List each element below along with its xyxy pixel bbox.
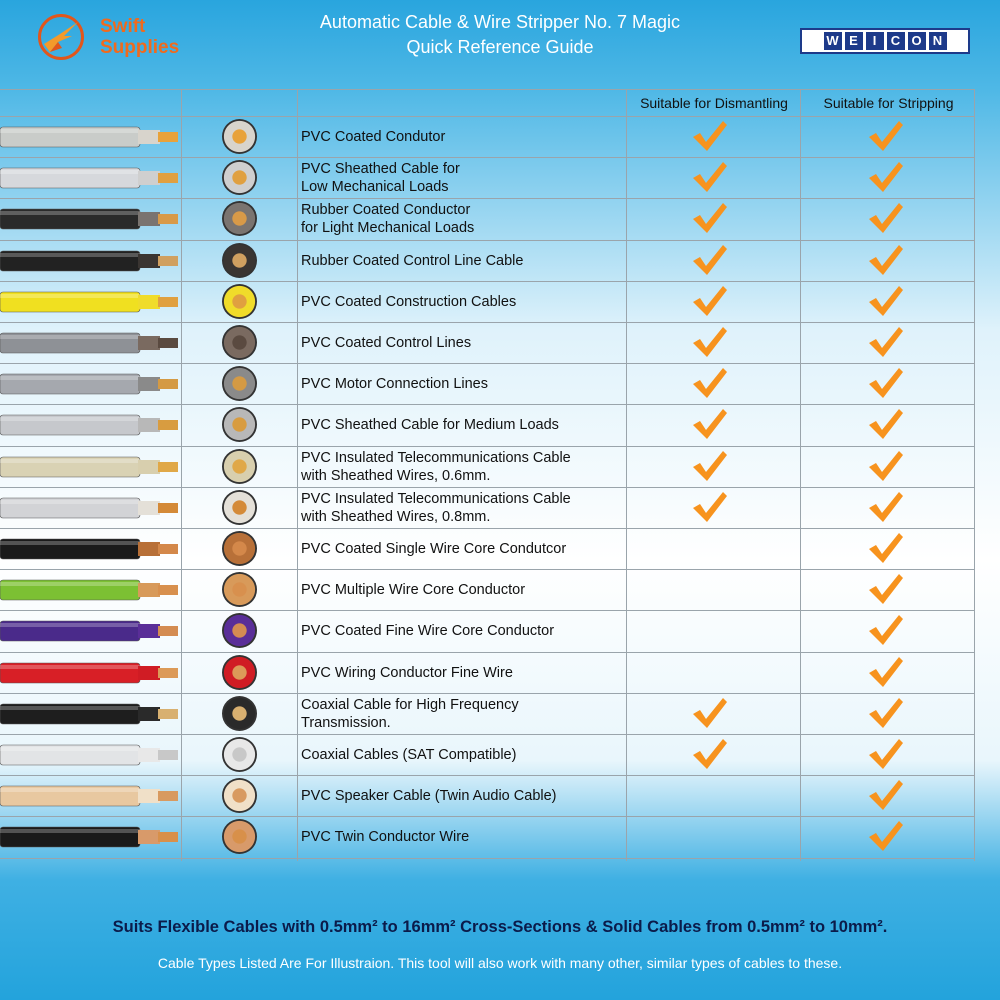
table-divider: [0, 240, 975, 241]
table-divider: [0, 610, 975, 611]
cable-cross-section-icon: [222, 407, 257, 442]
cable-image: [0, 734, 182, 775]
cable-cross-section-icon: [222, 778, 257, 813]
footer-disclaimer: Cable Types Listed Are For Illustraion. This tool will also work with many other, similar types of cables to these.: [157, 955, 843, 971]
cable-cross-section-icon: [222, 655, 257, 690]
table-divider: [0, 775, 975, 776]
swift-supplies-logo: [30, 8, 200, 68]
cable-name-line1: PVC Motor Connection Lines: [301, 375, 488, 392]
cable-name-line1: PVC Sheathed Cable for Medium Loads: [301, 416, 559, 433]
cable-image: [0, 404, 182, 445]
table-row: [0, 528, 975, 569]
table-divider: [0, 528, 975, 529]
weicon-letter: W: [824, 32, 842, 50]
cable-name-line1: PVC Speaker Cable (Twin Audio Cable): [301, 787, 557, 804]
swift-bird-icon: [38, 14, 84, 60]
table-divider: [0, 157, 975, 158]
brand-line1: Swift: [100, 16, 146, 37]
table-row: [0, 116, 975, 157]
table-row: [0, 693, 975, 734]
page-subtitle: Quick Reference Guide: [406, 37, 594, 57]
stripping-check-icon: [866, 283, 904, 319]
table-divider: [0, 281, 975, 282]
stripping-check-icon: [866, 324, 904, 360]
cable-image: [0, 528, 182, 569]
table-row: [0, 610, 975, 651]
table-row: [0, 816, 975, 857]
cable-name-line1: Coaxial Cable for High Frequency: [301, 696, 519, 713]
cable-name: [301, 528, 621, 569]
cable-name: [301, 816, 621, 857]
dismantling-check-icon: [690, 283, 728, 319]
cable-name: [301, 610, 621, 651]
cable-cross-section-icon: [222, 284, 257, 319]
header: [0, 0, 1000, 90]
table-row: [0, 446, 975, 487]
brand-name: [100, 16, 179, 58]
cable-image: [0, 652, 182, 693]
column-header-stripping: Suitable for Stripping: [823, 95, 954, 111]
cable-cross-section-icon: [222, 613, 257, 648]
table-divider: [0, 89, 975, 90]
table-divider: [0, 404, 975, 405]
cable-name-line1: PVC Insulated Telecommunications Cable: [301, 490, 571, 507]
table-divider: [0, 693, 975, 694]
cable-name: [301, 487, 621, 528]
dismantling-check-icon: [690, 118, 728, 154]
reference-table: [0, 89, 975, 861]
cable-cross-section-icon: [222, 243, 257, 278]
cable-name: [301, 157, 621, 198]
dismantling-check-icon: [690, 365, 728, 401]
cable-cross-section-icon: [222, 737, 257, 772]
cable-name-line1: PVC Coated Condutor: [301, 128, 446, 145]
dismantling-check-icon: [690, 489, 728, 525]
cable-name-line1: PVC Coated Single Wire Core Condutcor: [301, 540, 567, 557]
table-row: [0, 322, 975, 363]
table-divider: [0, 734, 975, 735]
table-column-divider: [974, 89, 975, 861]
weicon-letter: C: [887, 32, 905, 50]
cable-name-line1: Rubber Coated Conductor: [301, 201, 471, 218]
table-row: [0, 281, 975, 322]
table-row: [0, 404, 975, 445]
stripping-check-icon: [866, 530, 904, 566]
weicon-letter: E: [845, 32, 863, 50]
dismantling-check-icon: [690, 406, 728, 442]
table-row: [0, 157, 975, 198]
cable-name: [301, 116, 621, 157]
stripping-check-icon: [866, 612, 904, 648]
cable-name-line1: PVC Coated Construction Cables: [301, 293, 517, 310]
cable-name-line1: Rubber Coated Control Line Cable: [301, 252, 524, 269]
cable-name: [301, 775, 621, 816]
stripping-check-icon: [866, 448, 904, 484]
cable-cross-section-icon: [222, 490, 257, 525]
cable-image: [0, 693, 182, 734]
table-row: [0, 198, 975, 239]
table-column-divider: [800, 89, 801, 861]
cable-name-line2: with Sheathed Wires, 0.6mm.: [301, 467, 491, 484]
cable-cross-section-icon: [222, 325, 257, 360]
stripping-check-icon: [866, 242, 904, 278]
footer-spec-text: Suits Flexible Cables with 0.5mm² to 16mm² Cross-Sections & Solid Cables from 0.5mm² to 10mm².: [112, 918, 888, 936]
cable-name-line1: PVC Insulated Telecommunications Cable: [301, 449, 571, 466]
table-divider: [0, 198, 975, 199]
cable-name: [301, 198, 621, 239]
dismantling-check-icon: [690, 242, 728, 278]
weicon-letter: O: [908, 32, 926, 50]
cable-name: [301, 404, 621, 445]
stripping-check-icon: [866, 777, 904, 813]
cable-name-line1: PVC Sheathed Cable for: [301, 160, 460, 177]
cable-image: [0, 157, 182, 198]
stripping-check-icon: [866, 406, 904, 442]
stripping-check-icon: [866, 200, 904, 236]
stripping-check-icon: [866, 736, 904, 772]
cable-image: [0, 363, 182, 404]
cable-name-line1: PVC Coated Control Lines: [301, 334, 472, 351]
cable-name-line1: PVC Twin Conductor Wire: [301, 828, 470, 845]
stripping-check-icon: [866, 489, 904, 525]
cable-name-line1: PVC Wiring Conductor Fine Wire: [301, 664, 513, 681]
table-divider: [0, 446, 975, 447]
column-header-dismantling: Suitable for Dismantling: [640, 95, 788, 111]
cable-name-line2: for Light Mechanical Loads: [301, 219, 475, 236]
cable-cross-section-icon: [222, 119, 257, 154]
cable-cross-section-icon: [222, 531, 257, 566]
cable-name-line1: PVC Multiple Wire Core Conductor: [301, 581, 526, 598]
cable-cross-section-icon: [222, 696, 257, 731]
cable-image: [0, 487, 182, 528]
table-divider: [0, 116, 975, 117]
cable-cross-section-icon: [222, 572, 257, 607]
cable-name: [301, 652, 621, 693]
weicon-letter: N: [929, 32, 947, 50]
weicon-logo: [800, 28, 970, 54]
stripping-check-icon: [866, 365, 904, 401]
dismantling-check-icon: [690, 448, 728, 484]
cable-image: [0, 610, 182, 651]
dismantling-check-icon: [690, 324, 728, 360]
cable-image: [0, 198, 182, 239]
cable-name: [301, 734, 621, 775]
table-column-divider: [181, 89, 182, 861]
stripping-check-icon: [866, 654, 904, 690]
stripping-check-icon: [866, 118, 904, 154]
cable-cross-section-icon: [222, 819, 257, 854]
cable-image: [0, 240, 182, 281]
stripping-check-icon: [866, 571, 904, 607]
cable-name: [301, 446, 621, 487]
table-row: [0, 775, 975, 816]
cable-name-line2: Transmission.: [301, 714, 391, 731]
cable-name: [301, 281, 621, 322]
brand-line2: Supplies: [100, 37, 180, 58]
cable-cross-section-icon: [222, 366, 257, 401]
table-divider: [0, 816, 975, 817]
cable-image: [0, 569, 182, 610]
table-divider: [0, 487, 975, 488]
dismantling-check-icon: [690, 695, 728, 731]
cable-name-line2: with Sheathed Wires, 0.8mm.: [301, 508, 491, 525]
cable-cross-section-icon: [222, 160, 257, 195]
cable-name: [301, 240, 621, 281]
cable-image: [0, 446, 182, 487]
stripping-check-icon: [866, 159, 904, 195]
cable-cross-section-icon: [222, 201, 257, 236]
table-row: [0, 734, 975, 775]
cable-name: [301, 363, 621, 404]
cable-name-line2: Low Mechanical Loads: [301, 178, 449, 195]
table-column-divider: [626, 89, 627, 861]
cable-name-line1: PVC Coated Fine Wire Core Conductor: [301, 622, 555, 639]
table-row: [0, 569, 975, 610]
dismantling-check-icon: [690, 736, 728, 772]
cable-image: [0, 322, 182, 363]
cable-name: [301, 322, 621, 363]
table-row: [0, 363, 975, 404]
table-divider: [0, 363, 975, 364]
table-divider: [0, 858, 975, 859]
stripping-check-icon: [866, 695, 904, 731]
page-title: Automatic Cable & Wire Stripper No. 7 Magic: [319, 12, 681, 32]
table-row: [0, 240, 975, 281]
dismantling-check-icon: [690, 200, 728, 236]
cable-image: [0, 281, 182, 322]
cable-image: [0, 816, 182, 857]
cable-name-line1: Coaxial Cables (SAT Compatible): [301, 746, 517, 763]
table-row: [0, 652, 975, 693]
table-row: [0, 487, 975, 528]
cable-cross-section-icon: [222, 449, 257, 484]
cable-image: [0, 775, 182, 816]
table-column-divider: [297, 89, 298, 861]
table-divider: [0, 322, 975, 323]
table-divider: [0, 652, 975, 653]
cable-name: [301, 569, 621, 610]
table-divider: [0, 569, 975, 570]
cable-name: [301, 693, 621, 734]
weicon-letter: I: [866, 32, 884, 50]
cable-image: [0, 116, 182, 157]
stripping-check-icon: [866, 818, 904, 854]
dismantling-check-icon: [690, 159, 728, 195]
